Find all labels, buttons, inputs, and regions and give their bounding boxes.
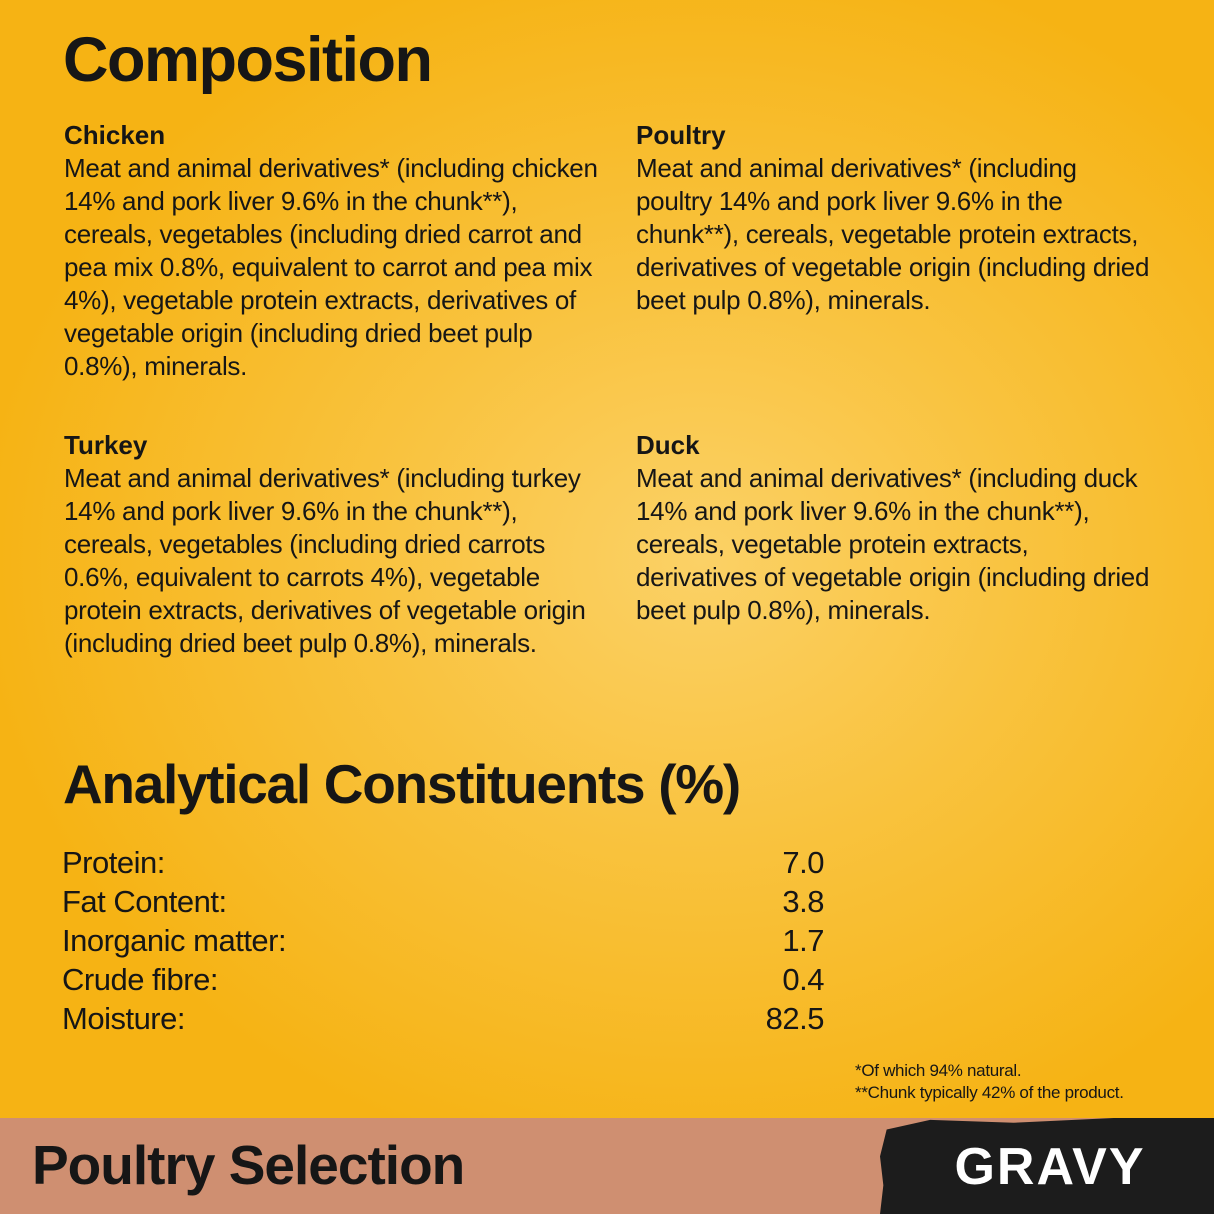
analytical-row-protein [62, 843, 824, 882]
composition-chicken [64, 120, 604, 383]
analytical-label: Fat Content: [62, 884, 227, 919]
analytical-row-moisture [62, 999, 824, 1038]
analytical-row-inorganic [62, 921, 824, 960]
analytical-value: 82.5 [765, 1001, 824, 1036]
analytical-label: Inorganic matter: [62, 923, 287, 958]
composition-turkey-text: Meat and animal derivatives* (including turkey 14% and pork liver 9.6% in the chunk**), cereals, vegetables (including dried carrots 0.6%, equivalent to carrots 4%), vegetable protein extracts, derivatives of vegetable origin (including dried beet pulp 0.8%), minerals. [64, 463, 586, 658]
composition-poultry-text: Meat and animal derivatives* (including poultry 14% and pork liver 9.6% in the chunk**), cereals, vegetable protein extracts, derivatives of vegetable origin (including dried beet pulp 0.8%), minerals. [636, 153, 1150, 315]
composition-chicken-text: Meat and animal derivatives* (including chicken 14% and pork liver 9.6% in the chunk**), cereals, vegetables (including dried carrot and pea mix 0.8%, equivalent to carrot and pea mix 4%), vegetable protein extracts, derivatives of vegetable origin (including dried beet pulp 0.8%), minerals. [64, 153, 598, 381]
composition-chicken-title: Chicken [64, 120, 166, 150]
gravy-badge-label: GRAVY [954, 1138, 1146, 1196]
range-title: Poultry Selection [32, 1134, 465, 1196]
composition-turkey-title: Turkey [64, 430, 148, 460]
analytical-heading: Analytical Constituents (%) [63, 753, 740, 815]
analytical-value: 7.0 [782, 845, 824, 880]
analytical-label: Crude fibre: [62, 962, 218, 997]
analytical-value: 1.7 [782, 923, 824, 958]
composition-turkey [64, 430, 604, 660]
composition-duck-title: Duck [636, 430, 700, 460]
footnote-natural: *Of which 94% natural. [855, 1061, 1022, 1080]
composition-duck-text: Meat and animal derivatives* (including duck 14% and pork liver 9.6% in the chunk**), cereals, vegetable protein extracts, derivatives of vegetable origin (including dried beet pulp 0.8%), minerals. [636, 463, 1150, 625]
footnotes [855, 1060, 1124, 1104]
analytical-value: 3.8 [782, 884, 824, 919]
composition-poultry [636, 120, 1156, 317]
analytical-value: 0.4 [782, 962, 824, 997]
footnote-chunk: **Chunk typically 42% of the product. [855, 1083, 1124, 1102]
analytical-row-fat [62, 882, 824, 921]
composition-poultry-title: Poultry [636, 120, 726, 150]
composition-heading: Composition [63, 25, 432, 95]
composition-duck [636, 430, 1156, 627]
analytical-row-fibre [62, 960, 824, 999]
analytical-table [62, 843, 824, 1038]
analytical-label: Moisture: [62, 1001, 185, 1036]
analytical-label: Protein: [62, 845, 165, 880]
